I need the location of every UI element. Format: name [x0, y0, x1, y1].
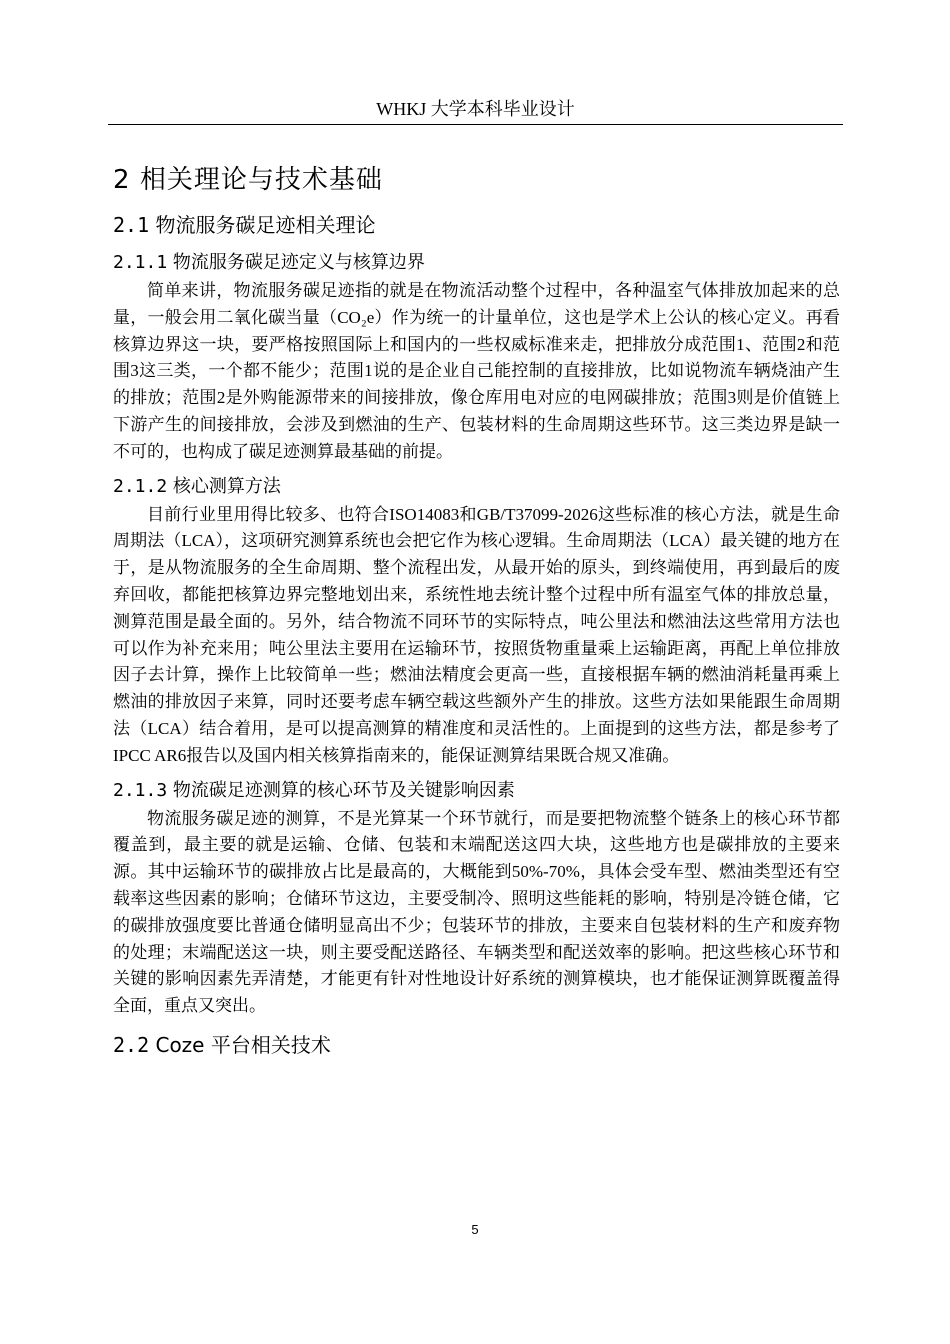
section-number: 2.1	[113, 213, 150, 237]
subsection-title: 物流碳足迹测算的核心环节及关键影响因素	[172, 779, 515, 801]
subsection-title: 核心测算方法	[172, 475, 281, 497]
subsection-title: 物流服务碳足迹定义与核算边界	[172, 252, 425, 273]
chapter-number: 2	[113, 165, 131, 195]
subsection-number: 2.1.3	[113, 779, 168, 801]
chapter-heading	[113, 160, 840, 200]
subsection-heading	[113, 776, 840, 806]
body-paragraph: 目前行业里用得比较多、也符合ISO14083和GB/T37099-2026这些标准的核心方法，就是生命周期法（LCA），这项研究测算系统也会把它作为核心逻辑。生命周期法（LCA）最关键的地方在于，是从物流服务的全生命周期、整个流程出发，从最开始的原头，到终端使用，再到最后的废弃回收，都能把核算边界完整地划出来，系统性地去统计整个过程中所有温室气体的排放总量，测算范围是最全面的。另外，结合物流不同环节的实际特点，吨公里法和燃油法这些常用方法也可以作为补充来用；吨公里法主要用在运输环节，按照货物重量乘上运输距离，再配上单位排放因子去计算，操作上比较简单一些；燃油法精度会更高一些，直接根据车辆的燃油消耗量再乘上燃油的排放因子来算，同时还要考虑车辆空载这些额外产生的排放。这些方法如果能跟生命周期法（LCA）结合着用，是可以提高测算的精准度和灵活性的。上面提到的这些方法，都是参考了IPCC AR6报告以及国内相关核算指南来的，能保证测算结果既合规又准确。	[113, 504, 840, 765]
page-content	[113, 160, 840, 1062]
section-heading	[113, 1028, 840, 1062]
subsection-heading	[113, 472, 840, 502]
page-number: 5	[471, 1222, 479, 1237]
section-number: 2.2	[113, 1032, 150, 1057]
body-paragraph: 简单来讲，物流服务碳足迹指的就是在物流活动整个过程中，各种温室气体排放加起来的总量，一般会用二氧化碳当量（CO₂e）作为统一的计量单位，这也是学术上公认的核心定义。再看核算边界这一块，要严格按照国际上和国内的一些权威标准来走，把排放分成范围1、范围2和范围3这三类，一个都不能少；范围1说的是企业自己能控制的直接排放，比如说物流车辆烧油产生的排放；范围2是外购能源带来的间接排放，像仓库用电对应的电网碳排放；范围3则是价值链上下游产生的间接排放，会涉及到燃油的生产、包装材料的生命周期这些环节。这三类边界是缺一不可的，也构成了碳足迹测算最基础的前提。	[113, 281, 840, 461]
subsection-heading	[113, 248, 840, 278]
subsection-number: 2.1.1	[113, 252, 168, 273]
header-rule	[108, 124, 843, 125]
section-title: Coze 平台相关技术	[155, 1032, 331, 1057]
section-title: 物流服务碳足迹相关理论	[155, 213, 376, 237]
body-paragraph: 物流服务碳足迹的测算，不是光算某一个环节就行，而是要把物流整个链条上的核心环节都覆盖到，最主要的就是运输、仓储、包装和末端配送这四大块，这些地方也是碳排放的主要来源。其中运输环节的碳排放占比是最高的，大概能到50%-70%，具体会受车型、燃油类型还有空载率这些因素的影响；仓储环节这边，主要受制冷、照明这些能耗的影响，特别是冷链仓储，它的碳排放强度要比普通仓储明显高出不少；包装环节的排放，主要来自包装材料的生产和废弃物的处理；末端配送这一块，则主要受配送路径、车辆类型和配送效率的影响。把这些核心环节和关键的影响因素先弄清楚，才能更有针对性地设计好系统的测算模块，也才能保证测算既覆盖得全面，重点又突出。	[113, 808, 840, 1016]
section-heading	[113, 208, 840, 242]
subsection-number: 2.1.2	[113, 475, 168, 497]
running-header: WHKJ 大学本科毕业设计	[376, 99, 575, 119]
chapter-title: 相关理论与技术基础	[139, 165, 383, 195]
